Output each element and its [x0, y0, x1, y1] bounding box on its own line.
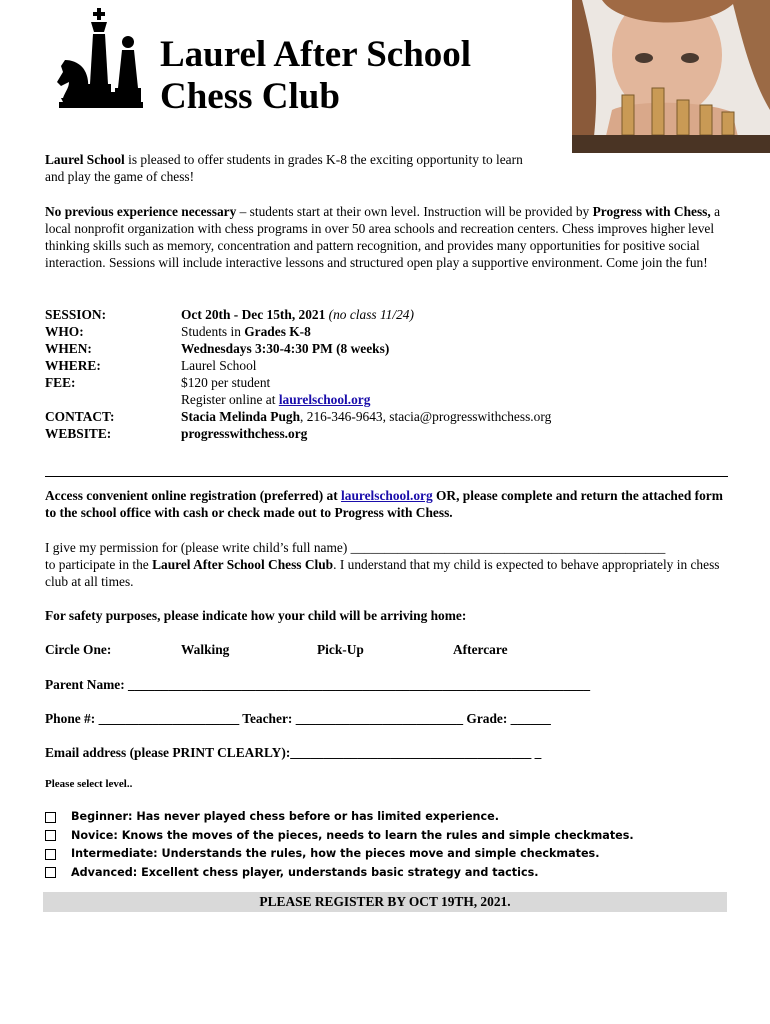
- level-option[interactable]: Novice: Knows the moves of the pieces, needs to learn the rules and simple checkmates.: [45, 827, 634, 846]
- intro-paragraph: Laurel School is pleased to offer students in grades K-8 the exciting opportunity to learn and play the game of chess!: [45, 152, 523, 184]
- permission-statement: I give my permission for (please write child’s full name) _______________________________________________ to participate in the Laurel After School Chess Club. I understand that my child is expected to behave appropriately in chess club at all times.: [45, 540, 720, 589]
- email-field[interactable]: Email address (please PRINT CLEARLY):____________________________________ _: [45, 745, 542, 760]
- select-level-label: Please select level..: [45, 778, 133, 790]
- deadline-banner: PLEASE REGISTER BY OCT 19TH, 2021.: [43, 892, 727, 912]
- checkbox[interactable]: [45, 812, 56, 823]
- level-option[interactable]: Beginner: Has never played chess before or has limited experience.: [45, 808, 634, 827]
- page-title: Laurel After School Chess Club: [160, 34, 472, 117]
- register-link[interactable]: laurelschool.org: [278, 392, 371, 407]
- chess-pieces-logo: [55, 8, 145, 110]
- option-walking[interactable]: Walking: [181, 642, 230, 657]
- checkbox[interactable]: [45, 849, 56, 860]
- option-aftercare[interactable]: Aftercare: [453, 642, 508, 657]
- parent-name-field[interactable]: Parent Name: _____________________________________________________________________: [45, 677, 591, 692]
- circle-one-label: Circle One:: [45, 642, 112, 657]
- level-option[interactable]: Advanced: Excellent chess player, understands basic strategy and tactics.: [45, 864, 634, 883]
- arrival-options: [45, 642, 589, 658]
- safety-question: For safety purposes, please indicate how your child will be arriving home:: [45, 608, 467, 623]
- session-details: SESSION: Oct 20th - Dec 15th, 2021 (no class 11/24) WHO: Students in Grades K-8 WHEN: Wednesdays 3:30-4:30 PM (8 weeks) WHERE: Laurel School FEE: $120 per student Register online at laurelschool.org CONTACT: Stacia Melinda Pugh, 216-346-9643, stacia@progresswithchess.org WEBSITE: progresswithchess.org: [45, 307, 552, 441]
- registration-link[interactable]: laurelschool.org: [341, 488, 433, 503]
- checkbox[interactable]: [45, 867, 56, 878]
- child-chess-photo: [572, 0, 770, 153]
- level-option[interactable]: Intermediate: Understands the rules, how the pieces move and simple checkmates.: [45, 845, 634, 864]
- phone-teacher-grade-field[interactable]: Phone #: _____________________ Teacher: _________________________ Grade: ______: [45, 711, 551, 726]
- level-options: [45, 808, 634, 882]
- registration-notice: Access convenient online registration (preferred) at laurelschool.org OR, please complete and return the attached form to the school office with cash or check made out to Progress with Chess.: [45, 488, 723, 520]
- option-pickup[interactable]: Pick-Up: [317, 642, 364, 657]
- checkbox[interactable]: [45, 830, 56, 841]
- divider: [45, 476, 728, 477]
- about-paragraph: No previous experience necessary – students start at their own level. Instruction will be provided by Progress with Chess, a local nonprofit organization with chess programs in over 50 area schools and recreation centers. Chess improves higher level thinking skills such as memory, concentration and pattern recognition, and provides many opportunities for positive social interaction. Sessions will include interactive lessons and structured open play a supportive environment. Come join the fun!: [45, 204, 721, 270]
